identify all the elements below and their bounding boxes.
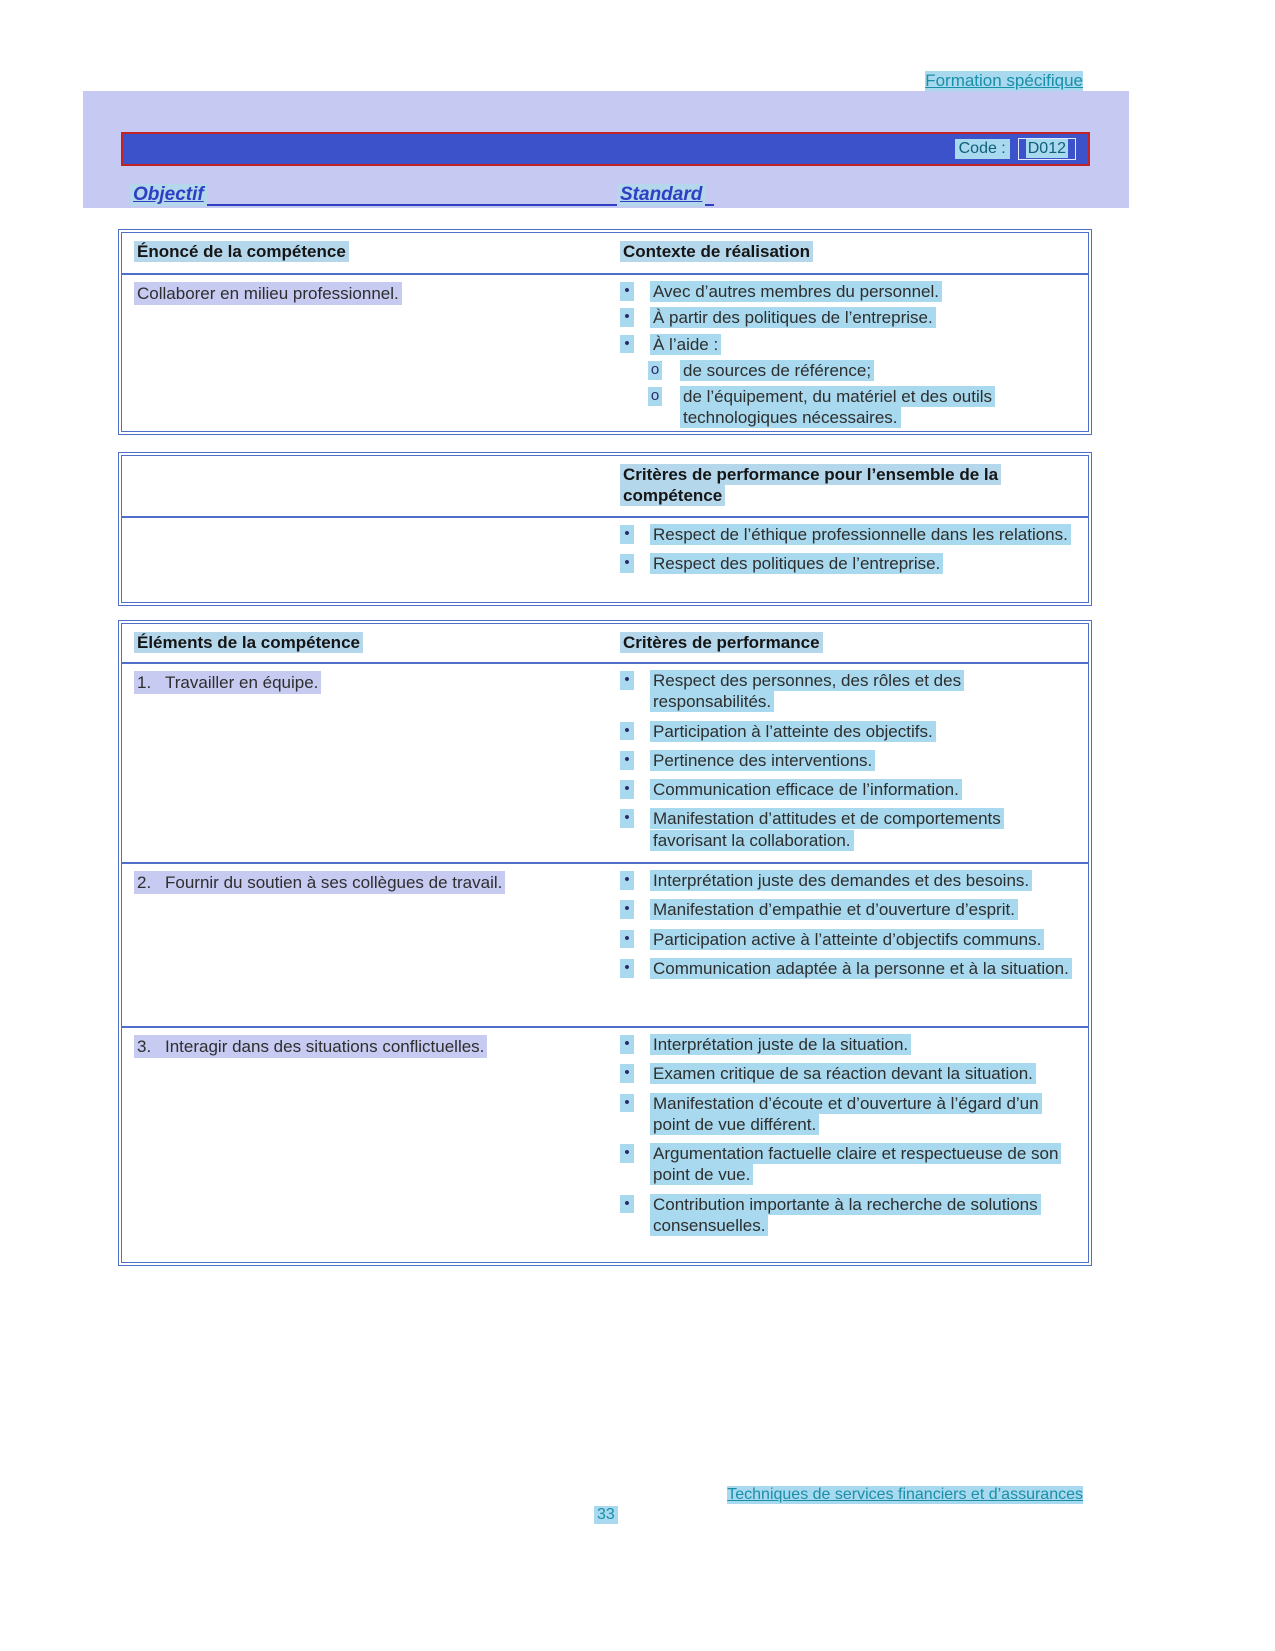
element-cell xyxy=(122,1028,602,1262)
bullet-icon: • xyxy=(620,1195,634,1214)
criteria-text: Respect des politiques de l’entreprise. xyxy=(650,553,943,574)
element-text: Interagir dans des situations conflictuelles. xyxy=(165,1037,485,1056)
code-bar xyxy=(121,132,1090,166)
context-sub-item xyxy=(620,360,1078,381)
criteria-text: Interprétation juste des demandes et des besoins. xyxy=(650,870,1032,891)
bullet-icon: • xyxy=(620,335,634,354)
code-label: Code : xyxy=(955,139,1010,159)
left-header-cell xyxy=(122,233,602,273)
element-row xyxy=(122,1026,1088,1262)
criteria-text: Interprétation juste de la situation. xyxy=(650,1034,911,1055)
criteria-item xyxy=(620,524,1078,545)
criteria-list xyxy=(602,664,1088,862)
element-cell xyxy=(122,664,602,862)
element-cell xyxy=(122,864,602,1026)
overall-criteria-table xyxy=(118,452,1092,606)
section-label: Formation spécifique xyxy=(925,71,1083,90)
bullet-icon: • xyxy=(620,671,634,690)
context-item xyxy=(620,281,1078,302)
element-text: Fournir du soutien à ses collègues de travail. xyxy=(165,873,503,892)
bullet-icon: • xyxy=(620,282,634,301)
bullet-icon: • xyxy=(620,1094,634,1113)
element-label xyxy=(134,671,321,694)
right-header-cell xyxy=(602,624,1088,662)
right-header-cell xyxy=(602,456,1088,516)
criteria-item xyxy=(620,958,1078,979)
bullet-icon: • xyxy=(620,751,634,770)
element-label xyxy=(134,871,505,894)
code-value-box xyxy=(1018,138,1076,160)
context-item xyxy=(620,334,1078,355)
element-text: Travailler en équipe. xyxy=(165,673,319,692)
context-item xyxy=(620,307,1078,328)
criteria-item xyxy=(620,1063,1078,1084)
criteria-text: Manifestation d’empathie et d’ouverture d’esprit. xyxy=(650,899,1018,920)
criteria-item xyxy=(620,1093,1078,1136)
criteria-text: Argumentation factuelle claire et respectueuse de son point de vue. xyxy=(650,1143,1061,1185)
bullet-icon: • xyxy=(620,930,634,949)
elements-header: Éléments de la compétence xyxy=(134,632,363,653)
bullet-icon: • xyxy=(620,1064,634,1083)
bullet-icon: • xyxy=(620,554,634,573)
element-number: 1. xyxy=(137,673,152,692)
left-header-cell xyxy=(122,624,602,662)
bullet-icon: • xyxy=(620,308,634,327)
criteria-list xyxy=(602,864,1088,1026)
criteria-item xyxy=(620,670,1078,713)
bullet-icon: • xyxy=(620,525,634,544)
element-number: 2. xyxy=(137,873,152,892)
page-number: 33 xyxy=(594,1506,618,1524)
bullet-icon: • xyxy=(620,959,634,978)
bullet-icon: • xyxy=(620,1144,634,1163)
criteria-text: Manifestation d’écoute et d’ouverture à l’égard d’un point de vue différent. xyxy=(650,1093,1042,1135)
bullet-icon: • xyxy=(620,900,634,919)
criteria-item xyxy=(620,553,1078,574)
context-sub-text: de l’équipement, du matériel et des outils technologiques nécessaires. xyxy=(680,386,995,428)
criteria-item xyxy=(620,1034,1078,1055)
context-text: À partir des politiques de l’entreprise. xyxy=(650,307,936,328)
table-header-row xyxy=(122,456,1088,518)
element-row xyxy=(122,862,1088,1026)
overall-criteria-list xyxy=(602,518,1088,602)
bullet-icon: • xyxy=(620,809,634,828)
criteria-item xyxy=(620,721,1078,742)
sub-bullet-icon: o xyxy=(648,387,662,406)
criteria-text: Examen critique de sa réaction devant la situation. xyxy=(650,1063,1036,1084)
empty-cell xyxy=(122,518,602,602)
criteria-item xyxy=(620,750,1078,771)
objectif-heading: Objectif xyxy=(130,184,207,206)
criteres-header: Critères de performance xyxy=(620,632,823,653)
criteria-text: Participation active à l’atteinte d’objectifs communs. xyxy=(650,929,1044,950)
competence-row xyxy=(122,275,1088,434)
column-headings-rule xyxy=(130,184,714,206)
context-list xyxy=(602,275,1088,434)
criteria-list xyxy=(602,1028,1088,1262)
code-value: D012 xyxy=(1027,140,1066,157)
criteria-item xyxy=(620,899,1078,920)
contexte-header: Contexte de réalisation xyxy=(620,241,813,262)
criteria-item xyxy=(620,870,1078,891)
criteria-text: Participation à l’atteinte des objectifs. xyxy=(650,721,936,742)
footer-program-name: Techniques de services financiers et d’assurances xyxy=(727,1486,1083,1503)
criteria-text: Communication adaptée à la personne et à la situation. xyxy=(650,958,1072,979)
criteria-item xyxy=(620,1194,1078,1237)
title-banner xyxy=(83,91,1129,208)
bullet-icon: • xyxy=(620,871,634,890)
criteria-text: Respect de l’éthique professionnelle dans les relations. xyxy=(650,524,1071,545)
competence-table xyxy=(118,229,1092,435)
bullet-icon: • xyxy=(620,780,634,799)
criteria-item xyxy=(620,779,1078,800)
criteria-text: Respect des personnes, des rôles et des responsabilités. xyxy=(650,670,964,712)
elements-table xyxy=(118,620,1092,1266)
bullet-icon: • xyxy=(620,722,634,741)
element-number: 3. xyxy=(137,1037,152,1056)
statement-cell xyxy=(122,275,602,434)
sub-bullet-icon: o xyxy=(648,361,662,380)
table-header-row xyxy=(122,233,1088,275)
criteria-text: Communication efficace de l’information. xyxy=(650,779,962,800)
criteria-item xyxy=(620,929,1078,950)
standard-heading: Standard xyxy=(617,184,705,206)
context-sub-text: de sources de référence; xyxy=(680,360,874,381)
element-label xyxy=(134,1035,487,1058)
element-row xyxy=(122,664,1088,862)
criteria-text: Contribution importante à la recherche de solutions consensuelles. xyxy=(650,1194,1041,1236)
criteria-item xyxy=(620,808,1078,851)
overall-criteria-row xyxy=(122,518,1088,602)
empty-header-cell xyxy=(122,456,602,516)
context-text: À l’aide : xyxy=(650,334,721,355)
bullet-icon: • xyxy=(620,1035,634,1054)
criteria-text: Pertinence des interventions. xyxy=(650,750,875,771)
competence-statement: Collaborer en milieu professionnel. xyxy=(134,282,402,305)
overall-criteria-header: Critères de performance pour l’ensemble de la compétence xyxy=(620,464,1001,506)
context-sub-item xyxy=(620,386,1078,429)
right-header-cell xyxy=(602,233,1088,273)
context-text: Avec d’autres membres du personnel. xyxy=(650,281,942,302)
criteria-item xyxy=(620,1143,1078,1186)
enonce-header: Énoncé de la compétence xyxy=(134,241,349,262)
table-header-row xyxy=(122,624,1088,664)
criteria-text: Manifestation d’attitudes et de comportements favorisant la collaboration. xyxy=(650,808,1004,850)
